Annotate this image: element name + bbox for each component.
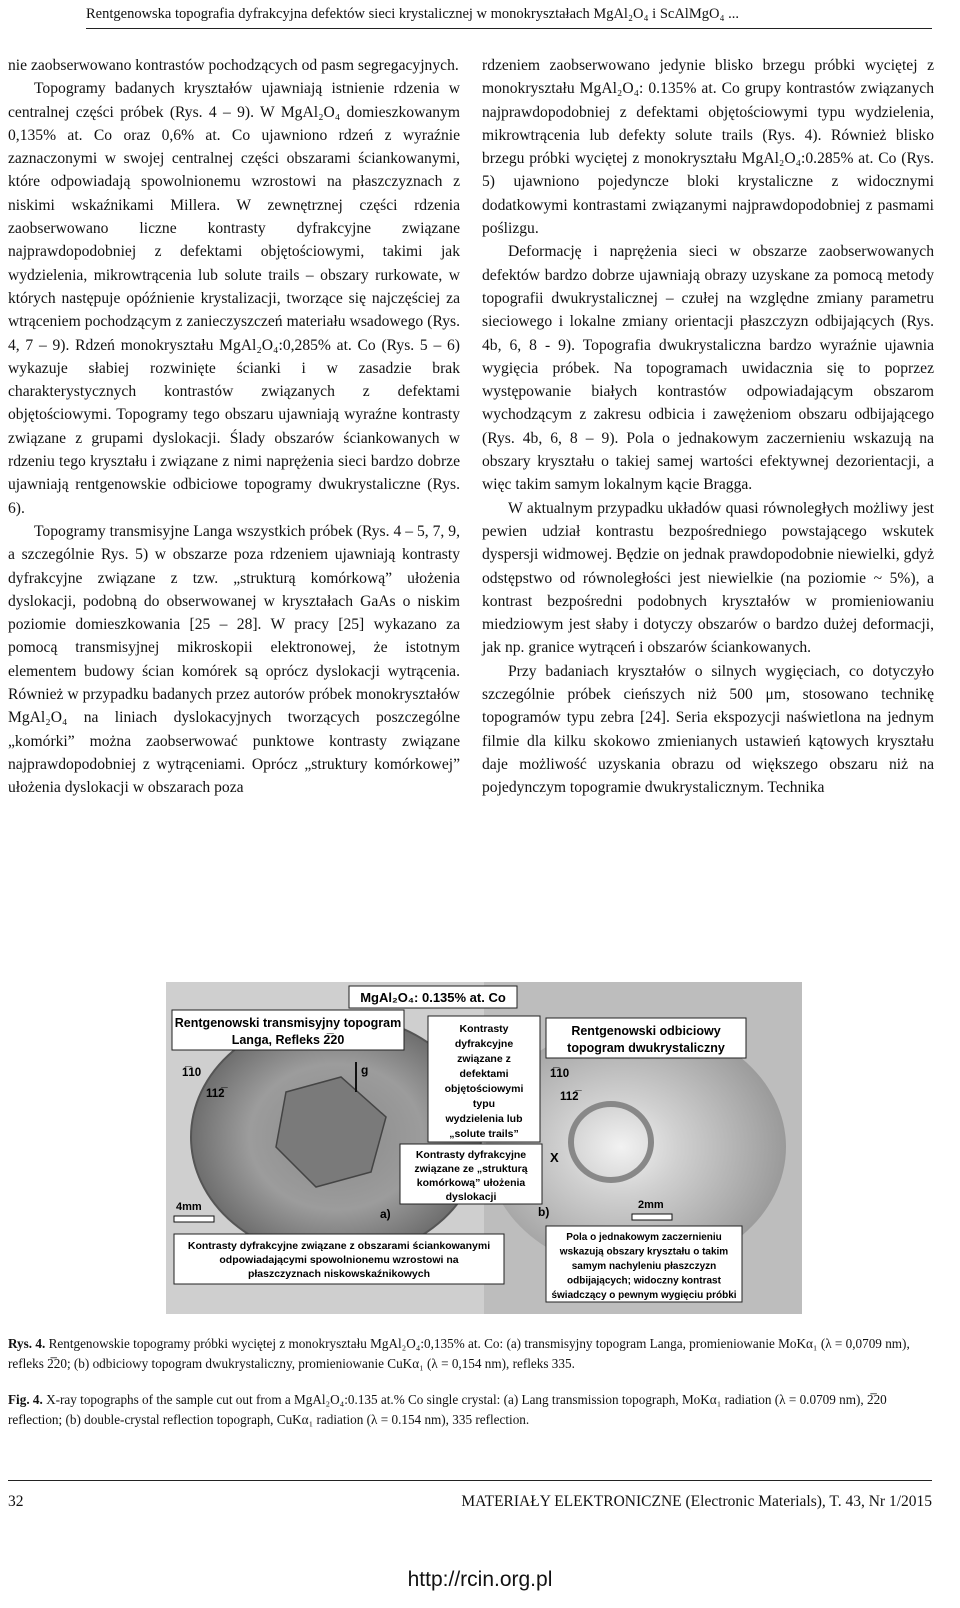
direction-label: 1̅10 — [550, 1068, 570, 1080]
journal-info: MATERIAŁY ELEKTRONICZNE (Electronic Materials), T. 43, Nr 1/2015 — [461, 1493, 932, 1510]
callout-line: „solute trails” — [449, 1128, 519, 1140]
page-number: 32 — [8, 1493, 24, 1510]
callout-line: odpowiadającymi spowolnionemu wzrostowi na — [219, 1254, 459, 1266]
caption-label: Rys. 4. — [8, 1336, 46, 1351]
scale-bar — [174, 1216, 214, 1222]
figure-topographs — [166, 982, 802, 1314]
callout-line: dyfrakcyjne — [454, 1038, 514, 1050]
caption-text: Rentgenowskie topogramy próbki wyciętej z monokryształu MgAl₂O₄:0,135% at. Co: (a) transmisyjny topogram Langa, promieniowanie MoKα₁ (λ = 0,0709 nm), refleks 2̅20; (b) odbiciowy topogram dwukrystaliczny, promieniowanie CuKα₁ (λ = 0,154 nm), refleks 335. — [8, 1336, 910, 1371]
caption-text: X-ray topographs of the sample cut out from a MgAl₂O₄:0.135 at.% Co single crystal: (a) Lang transmission topograph, MoKα₁ radiation (λ = 0.0709 nm), 2̅20 reflection; (b) double-crystal reflection topograph, CuKα₁ radiation (λ = 0.154 nm), 335 reflection. — [8, 1392, 887, 1427]
scale-bar — [632, 1214, 672, 1220]
callout-line: związane ze „strukturą — [414, 1163, 528, 1175]
panel-label: b) — [538, 1205, 550, 1219]
callout-line: wydzielenia lub — [445, 1113, 523, 1125]
callout-line: odbijających; widoczny kontrast — [567, 1275, 721, 1287]
callout-line: Kontrasty dyfrakcyjne związane z obszarami ściankowanymi — [187, 1240, 491, 1252]
right-column — [482, 54, 934, 800]
running-header: Rentgenowska topografia dyfrakcyjna defektów sieci krystalicznej w monokryształach MgAl₂O₄ i ScAlMgO₄ ... — [86, 6, 932, 29]
page-footer — [8, 1480, 932, 1517]
paragraph: Deformację i naprężenia sieci w obszarze zaobserwowanych defektów bardzo dobrze ujawniają obrazy uzyskane za pomocą metody topografii dwukrystalicznej – czułej na względne zmiany parametru sieciowego i lokalne zmiany orientacji płaszczyzn odbijających (Rys. 4b, 6, 8 - 9). Topografia dwukrystaliczna bardzo wyraźnie ujawnia wygięcia próbek. Na topogramach uwidacznia się to poprzez występowanie białych kontrastów odpowiadającym obszarom wychodzącym z zakresu odbicia i zawężeniom obszaru odbijającego (Rys. 4b, 6, 8 – 9). Pola o jednakowym zaczernieniu wskazują na obszary kryształu o takiej samej wartości efektywnej dezorientacji, a więc takim samym lokalnym kącie Bragga. — [482, 243, 934, 494]
caption-english — [8, 1390, 932, 1429]
caption-polish — [8, 1334, 932, 1373]
g-vector-label: g — [361, 1063, 369, 1077]
figure-top-label: MgAl₂O₄: 0.135% at. Co — [360, 990, 506, 1005]
callout-line: świadczący o pewnym wygięciu próbki — [551, 1290, 737, 1301]
callout-line: defektami — [459, 1068, 509, 1080]
callout-line: Pola o jednakowym zaczernieniu — [566, 1232, 722, 1243]
callout-line: samym nachyleniu płaszczyzn — [571, 1261, 717, 1272]
x-marker: X — [550, 1150, 559, 1165]
callout-line: wskazują obszary kryształu o takim — [559, 1246, 729, 1258]
callout-line: Kontrasty — [459, 1023, 509, 1035]
callout-line: Kontrasty dyfrakcyjne — [415, 1149, 527, 1161]
right-title: Rentgenowski odbiciowy — [571, 1024, 721, 1038]
left-title: Langa, Refleks 2̅20 — [231, 1033, 345, 1047]
direction-label: 112̅ — [560, 1091, 579, 1103]
paragraph: rdzeniem zaobserwowano jedynie blisko brzegu próbki wyciętej z monokryształu MgAl₂O₄: 0.135% at. Co grupy kontrastów związanych najprawdopodobniej z defektami objętościowymi typu wydzielenia, mikrowtrącenia lub defekty solute trails (Rys. 4). Również blisko brzegu próbki wyciętej z monokryształu MgAl₂O₄:0.285% at. Co (Rys. 5) ujawniono pojedyncze bloki krystaliczne z widocznymi dodatkowymi kontrastami związanymi najprawdopodobniej z pasmami poślizgu. — [482, 57, 934, 238]
scale-label: 4mm — [176, 1201, 202, 1213]
direction-label: 1̅10 — [182, 1067, 202, 1079]
paragraph: Przy badaniach kryształów o silnych wygięciach, co dotyczyło szczególnie próbek cieńszych niż 500 μm, stosowano technikę topogramów typu zebra [24]. Seria ekspozycji naświetlona na jednym filmie dla kilku skokowo zmienianych ustawień kątowych kryształu daje możliwość uzyskania obrazu od większego obszaru niż na pojedynczym topogramie dwukrystalicznym. Technika — [482, 662, 934, 797]
paragraph: nie zaobserwowano kontrastów pochodzących od pasm segregacyjnych. — [8, 57, 459, 74]
right-title: topogram dwukrystaliczny — [567, 1041, 725, 1055]
callout-line: związane z — [457, 1053, 511, 1065]
callout-line: komórkową” ułożenia — [416, 1177, 526, 1189]
callout-line: płaszczyznach niskowskaźnikowych — [247, 1268, 431, 1280]
source-url[interactable]: http://rcin.org.pl — [407, 1568, 553, 1591]
scale-label: 2mm — [638, 1199, 664, 1211]
callout-line: objętościowymi — [444, 1083, 524, 1095]
left-column — [8, 54, 460, 800]
callout-line: dyslokacji — [445, 1191, 497, 1203]
paragraph: Topogramy badanych kryształów ujawniają istnienie rdzenia w centralnej części próbek (Rys. 4 – 9). W MgAl₂O₄ domieszkowanym 0,135% at. Co oraz 0,6% at. Co ujawniono rdzeń z wyraźnie zaznaczonymi w swojej centralnej części obszarami ściankowanymi, które odpowiadają spowolnionemu wzrostowi na płaszczyznach z niskimi wskaźnikami Millera. W zewnętrznej części rdzenia zaobserwowano liczne kontrasty dyfrakcyjne związane najprawdopodobniej z defektami objętościowymi, takimi jak wydzielenia, mikrowtrącenia lub solute trails – obszary rurkowate, w których następuje opóźnienie krystalizacji, tworzące się najczęściej za wtrąceniem pochodzącym z zanieczyszczeń materiału wsadowego (Rys. 4, 7 – 9). Rdzeń monokryształu MgAl₂O₄:0,285% at. Co (Rys. 5 – 6) wykazuje słabiej rozwinięte ścianki i w zasadzie brak charakterystycznych kontrastów związanych z defektami objętościowymi. Topogramy tego obszaru ujawniają wyraźne kontrasty związane z grupami dyslokacji. Ślady obszarów ściankowanych w rdzeniu tego kryształu i związane z nimi naprężenia sieci bardzo dobrze ujawniają rentgenowskie odbiciowe topogramy dwukrystaliczne (Rys. 6). — [8, 80, 460, 517]
paragraph: Topogramy transmisyjne Langa wszystkich próbek (Rys. 4 – 5, 7, 9, a szczególnie Rys. 5) w obszarze poza rdzeniem ujawniają kontrasty dyfrakcyjne związane z tzw. „strukturą komórkową” ułożenia dyslokacji, podobną do obserwowanej w kryształach GaAs o niskim poziomie domieszkowania [25 – 28]. W pracy [25] wykazano za pomocą transmisyjnej mikroskopii elektronowej, że istotnym elementem budowy ścian komórek są oprócz dyslokacji wytrącenia. Również w przypadku badanych przez autorów próbek monokryształów MgAl₂O₄ na liniach dyslokacyjnych tworzących poszczególne „komórki” można zaobserwować punktowe kontrasty związane najprawdopodobniej z wytrąceniami. Oprócz „struktury komórkowej” ułożenia dyslokacji w obszarach poza — [8, 522, 460, 797]
callout-line: typu — [472, 1098, 496, 1110]
left-title: Rentgenowski transmisyjny topogram — [174, 1016, 402, 1030]
direction-label: 112̅ — [206, 1088, 225, 1100]
caption-label: Fig. 4. — [8, 1392, 43, 1407]
panel-label: a) — [380, 1207, 391, 1221]
paragraph: W aktualnym przypadku układów quasi równoległych możliwy jest pewien udział kontrastu bezpośredniego powstającego wskutek dyspersji widmowej. Będzie on jednak prawdopodobnie niewielki, gdyż odstępstwo od równoległości jest niewielkie (na poziomie ~ 5%), a kontrast bezpośredni podobnych kryształów w promieniowaniu miedziowym jest słaby i dotyczy obszarów o bardzo dużej deformacji, jak np. granice wytrąceń i obszarów ściankowanych. — [482, 499, 934, 657]
